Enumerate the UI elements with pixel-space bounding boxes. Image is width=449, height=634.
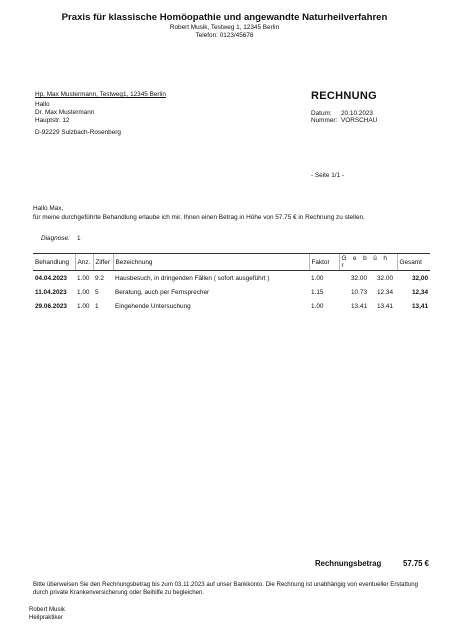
practice-address: Robert Musik, Testweg 1, 12345 Berlin [169, 24, 280, 31]
invoice-title: RECHNUNG [311, 90, 377, 102]
table-row [33, 285, 430, 299]
recipient-street: Hauptstr. 12 [35, 117, 70, 124]
col-header-fee: G e b ü h r [339, 254, 397, 271]
date-label: Datum: [311, 110, 332, 117]
table-row [33, 271, 430, 286]
row-total: 12,34 [412, 288, 428, 296]
row-fee-factored: 12.34 [377, 288, 393, 296]
signature-name: Robert Musik [29, 606, 65, 613]
row-qty: 1.00 [77, 288, 90, 296]
row-total: 32,00 [412, 274, 428, 282]
row-date: 29.06.2023 [35, 302, 67, 310]
row-date: 04.04.2023 [35, 274, 67, 282]
row-factor: 1.15 [311, 288, 324, 296]
recipient-name: Dr. Max Mustermann [35, 109, 95, 116]
row-code: 1 [95, 302, 99, 310]
row-date: 11.04.2023 [35, 288, 67, 296]
recipient-salutation: Hallo [35, 101, 50, 108]
intro-text: für meine durchgeführte Behandlung erlaube ich mir, Ihnen einen Betrag in Höhe von 57.75 € in Rechnung zu stellen. [33, 214, 365, 221]
row-fee-factored: 32.00 [377, 274, 393, 282]
invoice-total-value: 57.75 € [403, 559, 430, 568]
sender-line: Hp. Max Mustermann, Testweg1, 12345 Berlin [35, 91, 166, 98]
number-value: VORSCHAU [341, 117, 378, 124]
row-total: 13,41 [412, 302, 428, 310]
row-qty: 1.00 [77, 302, 90, 310]
col-header-desc: Bezeichnung [113, 254, 309, 271]
practice-phone: Telefon: 0123/45678 [195, 32, 254, 39]
row-fee [339, 285, 397, 299]
row-fee [339, 271, 397, 286]
col-header-qty: Anz. [75, 254, 93, 271]
number-label: Nummer: [311, 117, 338, 124]
row-desc: Hausbesuch, in dringenden Fällen ( sofort ausgeführt ) [115, 274, 270, 282]
date-value: 20.10.2023 [341, 110, 373, 117]
row-fee-factored: 13.41 [377, 302, 393, 310]
row-fee-single: 32.00 [351, 274, 367, 282]
row-fee [339, 299, 397, 313]
col-header-total: Gesamt [397, 254, 430, 271]
row-code: 9.2 [95, 274, 104, 282]
invoice-total-label: Rechnungsbetrag [315, 559, 382, 568]
table-header-row [33, 254, 430, 271]
row-fee-single: 13.41 [351, 302, 367, 310]
greeting: Hallo Max, [33, 205, 64, 212]
row-desc: Eingehende Untersuchung [115, 302, 191, 310]
col-header-code: Ziffer [93, 254, 113, 271]
row-qty: 1.00 [77, 274, 90, 282]
diagnosis-label: Diagnose: [41, 235, 70, 242]
signature-title: Heilpraktiker [29, 614, 63, 621]
col-header-date: Behandlung [33, 254, 75, 271]
payment-note: Bitte überweisen Sie den Rechnungsbetrag bis zum 03.11.2023 auf unser Bankkonto. Die Rechnung ist unabhängig von eventueller Erstattung durch private Krankenversicherung oder Beihilfe zu begleichen. [33, 581, 419, 597]
diagnosis-value: 1 [77, 235, 81, 242]
col-header-factor: Faktor [309, 254, 339, 271]
row-fee-single: 10.73 [351, 288, 367, 296]
row-desc: Beratung, auch per Fernsprecher [115, 288, 210, 296]
table-row [33, 299, 430, 313]
row-factor: 1.00 [311, 302, 324, 310]
items-table [33, 253, 430, 313]
row-code: 5 [95, 288, 99, 296]
recipient-city: D-92229 Sulzbach-Rosenberg [35, 129, 121, 136]
row-factor: 1.00 [311, 274, 324, 282]
page-indicator: - Seite 1/1 - [311, 172, 345, 179]
practice-name: Praxis für klassische Homöopathie und angewandte Naturheilverfahren [61, 12, 388, 23]
